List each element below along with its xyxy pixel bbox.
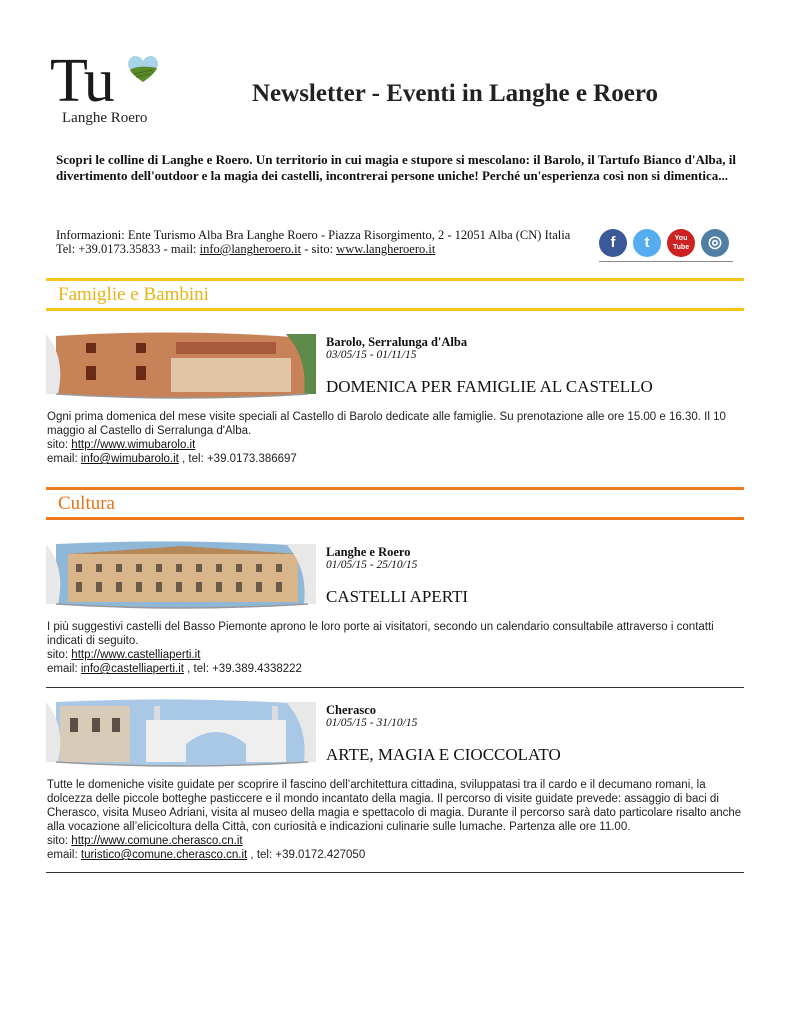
event-email-link[interactable]: turistico@comune.cherasco.cn.it [80,849,248,861]
logo-text: Tu [50,47,113,115]
intro-text: Scopri le colline di Langhe e Roero. Un territorio in cui magia e stupore si mescolano: il Barolo, il Tartufo Bianco d'Alba, il divertimento dell'outdoor e la magia dei castelli, incontrerai persone uniche! Perché un'esperienza così non si dimentica... [56,152,736,183]
email-label: email: [47,663,81,675]
section-bottom-line [46,517,744,520]
instagram-icon[interactable]: ◎ [701,229,729,257]
info-tel: Tel: +39.0173.35833 - mail: [56,242,200,256]
event-dates: 03/05/15 - 01/11/15 [326,349,417,361]
twitter-icon[interactable]: t [633,229,661,257]
event-place: Barolo, Serralunga d'Alba [326,335,468,349]
event-dates: 01/05/15 - 25/10/15 [326,559,418,571]
event-place: Langhe e Roero [326,545,411,559]
event-email-row [47,848,747,862]
event-email-link[interactable]: info@castelliaperti.it [80,663,184,675]
event-title: ARTE, MAGIA E CIOCCOLATO [326,745,561,764]
section-cultura-header [46,487,744,520]
facebook-icon[interactable]: f [599,229,627,257]
logo [50,47,165,130]
event-site-link[interactable]: http://www.wimubarolo.it [71,439,196,451]
event-title: CASTELLI APERTI [326,587,469,606]
event-place: Cherasco [326,703,376,717]
event-description-block [47,620,747,676]
event-image-castle-barolo [46,328,316,402]
section-famiglie-header [46,278,744,311]
event-separator [46,687,744,688]
info-block [56,228,596,256]
event-site-row [47,438,747,452]
site-label: sito: [47,835,72,847]
event-separator [46,872,744,873]
page-title: Newsletter - Eventi in Langhe e Roero [252,80,658,107]
youtube-icon[interactable]: You Tube [667,229,695,257]
heart-hills-icon [126,54,160,84]
event-description-block [47,410,747,466]
event-tel: , tel: +39.0172.427050 [247,849,366,861]
event-title: DOMENICA PER FAMIGLIE AL CASTELLO [326,377,653,396]
info-mail-link[interactable]: info@langheroero.it [199,242,302,256]
event-tel: , tel: +39.0173.386697 [178,453,297,465]
event-dates: 01/05/15 - 31/10/15 [326,717,418,729]
event-site-link[interactable]: http://www.comune.cherasco.cn.it [71,835,243,847]
email-label: email: [47,849,81,861]
section-label: Cultura [58,493,115,514]
section-top-line [46,278,744,281]
event-email-row [47,452,747,466]
section-bottom-line [46,308,744,311]
site-label: sito: [47,439,72,451]
section-top-line [46,487,744,490]
event-description: I più suggestivi castelli del Basso Piemonte aprono le loro porte ai visitatori, secondo un calendario consultabile attraverso i contatti indicati di seguito. [47,621,714,647]
event-image-castelli-aperti [46,538,316,612]
event-description: Tutte le domeniche visite guidate per scoprire il fascino dell’architettura cittadina, sviluppatasi tra il cardo e il decumano romani, la dolcezza delle piccole botteghe pasticcere e il mondo incantato della magia. Il percorso di visite guidate prevede: assaggio di baci di Cherasco, visita Museo Adriani, visita al museo della magia e spettacolo di magia. Durante il percorso sarà dato particolare risalto anche alla vocazione all’elicicoltura della Città, con curiosità e indicazioni culinarie sulle lumache. Partenza alle ore 11.00. [47,779,742,833]
section-label: Famiglie e Bambini [58,284,209,305]
event-site-row [47,834,747,848]
event-email-link[interactable]: info@wimubarolo.it [80,453,179,465]
site-label: sito: [47,649,72,661]
email-label: email: [47,453,81,465]
info-address: Informazioni: Ente Turismo Alba Bra Langhe Roero - Piazza Risorgimento, 2 - 12051 Alba (CN) Italia [56,228,571,242]
event-image-cherasco [46,696,316,770]
event-email-row [47,662,747,676]
event-tel: , tel: +39.389.4338222 [183,663,302,675]
event-description-block [47,778,747,862]
event-site-row [47,648,747,662]
logo-subtitle: Langhe Roero [62,110,148,126]
social-icons [599,229,733,262]
event-description: Ogni prima domenica del mese visite speciali al Castello di Barolo dedicate alle famiglie. Su prenotazione alle ore 15.00 e 16.30. Il 10 maggio al Castello di Serralunga d'Alba. [47,411,726,437]
info-site-link[interactable]: www.langheroero.it [336,242,436,256]
event-site-link[interactable]: http://www.castelliaperti.it [71,649,201,661]
info-sito-label: - sito: [301,242,337,256]
info-contacts [56,242,596,256]
